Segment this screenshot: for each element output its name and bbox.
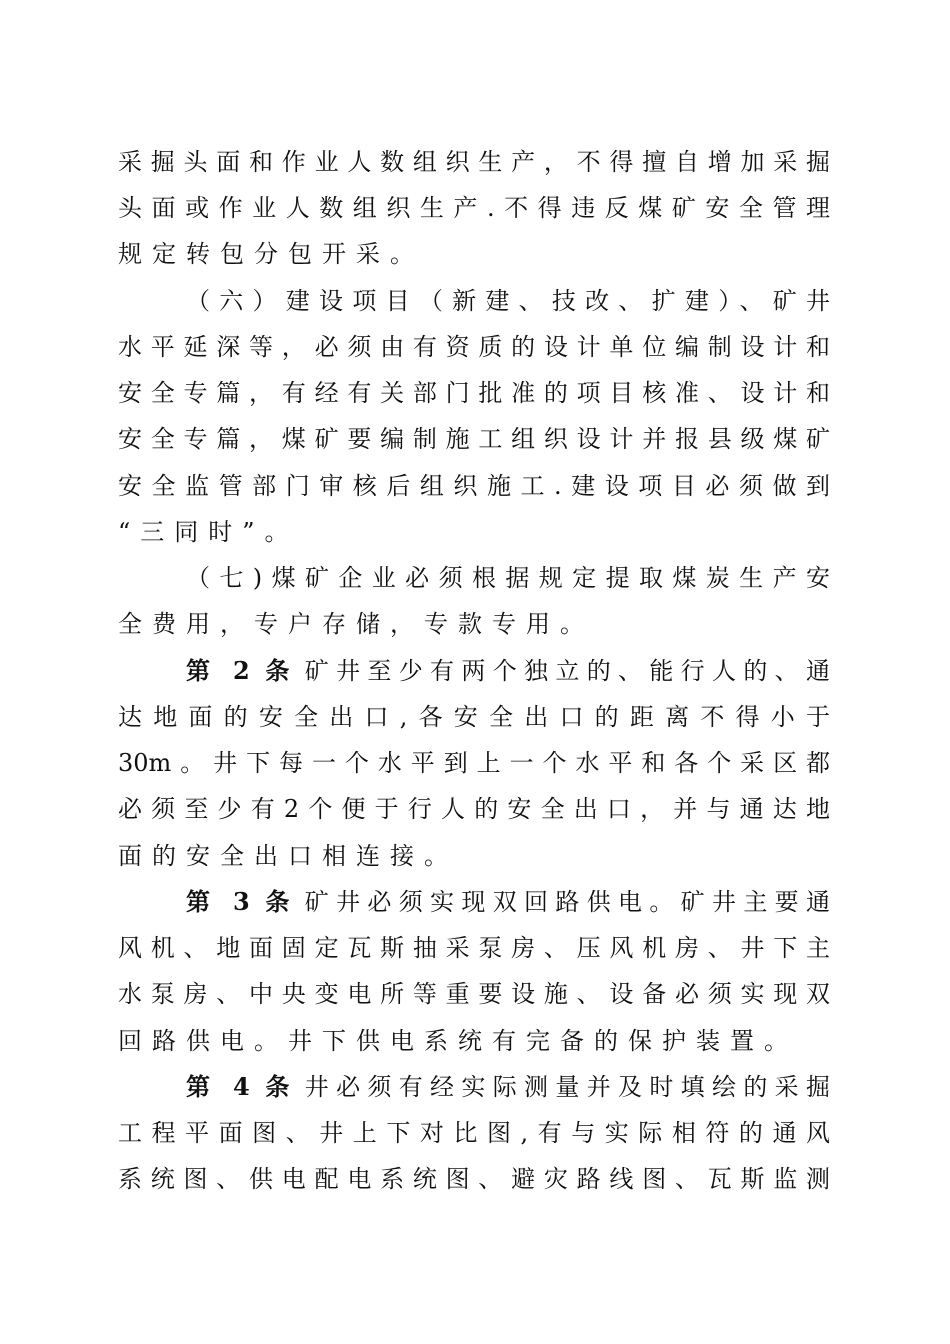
text-line: 头面或作业人数组织生产.不得违反煤矿安全管理 bbox=[118, 194, 830, 222]
text-line: 达地面的安全出口,各安全出口的距离不得小于 bbox=[118, 703, 830, 731]
text-line: 必须至少有2个便于行人的安全出口，并与通达地 bbox=[118, 795, 830, 823]
text-line: “三同时”。 bbox=[118, 518, 299, 546]
article-2-line bbox=[186, 651, 830, 691]
article-4-number: 第 4 条 bbox=[186, 1072, 297, 1101]
clause-7-line: （七)煤矿企业必须根据规定提取煤炭生产安 bbox=[186, 564, 830, 592]
article-2-number: 第 2 条 bbox=[186, 656, 297, 685]
text-line: 水平延深等，必须由有资质的设计单位编制设计和 bbox=[118, 333, 830, 361]
text-line: 规定转包分包开采。 bbox=[118, 240, 424, 268]
article-3-text: 矿井必须实现双回路供电。矿井主要通 bbox=[304, 888, 830, 916]
text-line: 风机、地面固定瓦斯抽采泵房、压风机房、井下主 bbox=[118, 934, 830, 962]
article-4-text: 井必须有经实际测量并及时填绘的采掘 bbox=[304, 1073, 830, 1101]
text-line: 采掘头面和作业人数组织生产，不得擅自增加采掘 bbox=[118, 148, 830, 176]
text-line: 30m。井下每一个水平到上一个水平和各个采区都 bbox=[118, 749, 830, 777]
text-line: 工程平面图、井上下对比图,有与实际相符的通风 bbox=[118, 1119, 830, 1147]
text-line: 安全专篇，煤矿要编制施工组织设计并报县级煤矿 bbox=[118, 425, 830, 453]
text-line: 水泵房、中央变电所等重要设施、设备必须实现双 bbox=[118, 980, 830, 1008]
clause-6-line: （六）建设项目（新建、技改、扩建）、矿井 bbox=[186, 287, 830, 315]
text-line: 安全监管部门审核后组织施工.建设项目必须做到 bbox=[118, 472, 830, 500]
article-4-line bbox=[186, 1067, 830, 1107]
text-line: 全费用，专户存储，专款专用。 bbox=[118, 610, 594, 638]
article-3-line bbox=[186, 882, 830, 922]
text-line: 系统图、供电配电系统图、避灾路线图、瓦斯监测 bbox=[118, 1165, 830, 1193]
text-line: 安全专篇，有经有关部门批准的项目核准、设计和 bbox=[118, 379, 830, 407]
text-line: 回路供电。井下供电系统有完备的保护装置。 bbox=[118, 1027, 798, 1055]
article-3-number: 第 3 条 bbox=[186, 887, 297, 916]
text-line: 面的安全出口相连接。 bbox=[118, 842, 458, 870]
article-2-text: 矿井至少有两个独立的、能行人的、通 bbox=[304, 657, 830, 685]
